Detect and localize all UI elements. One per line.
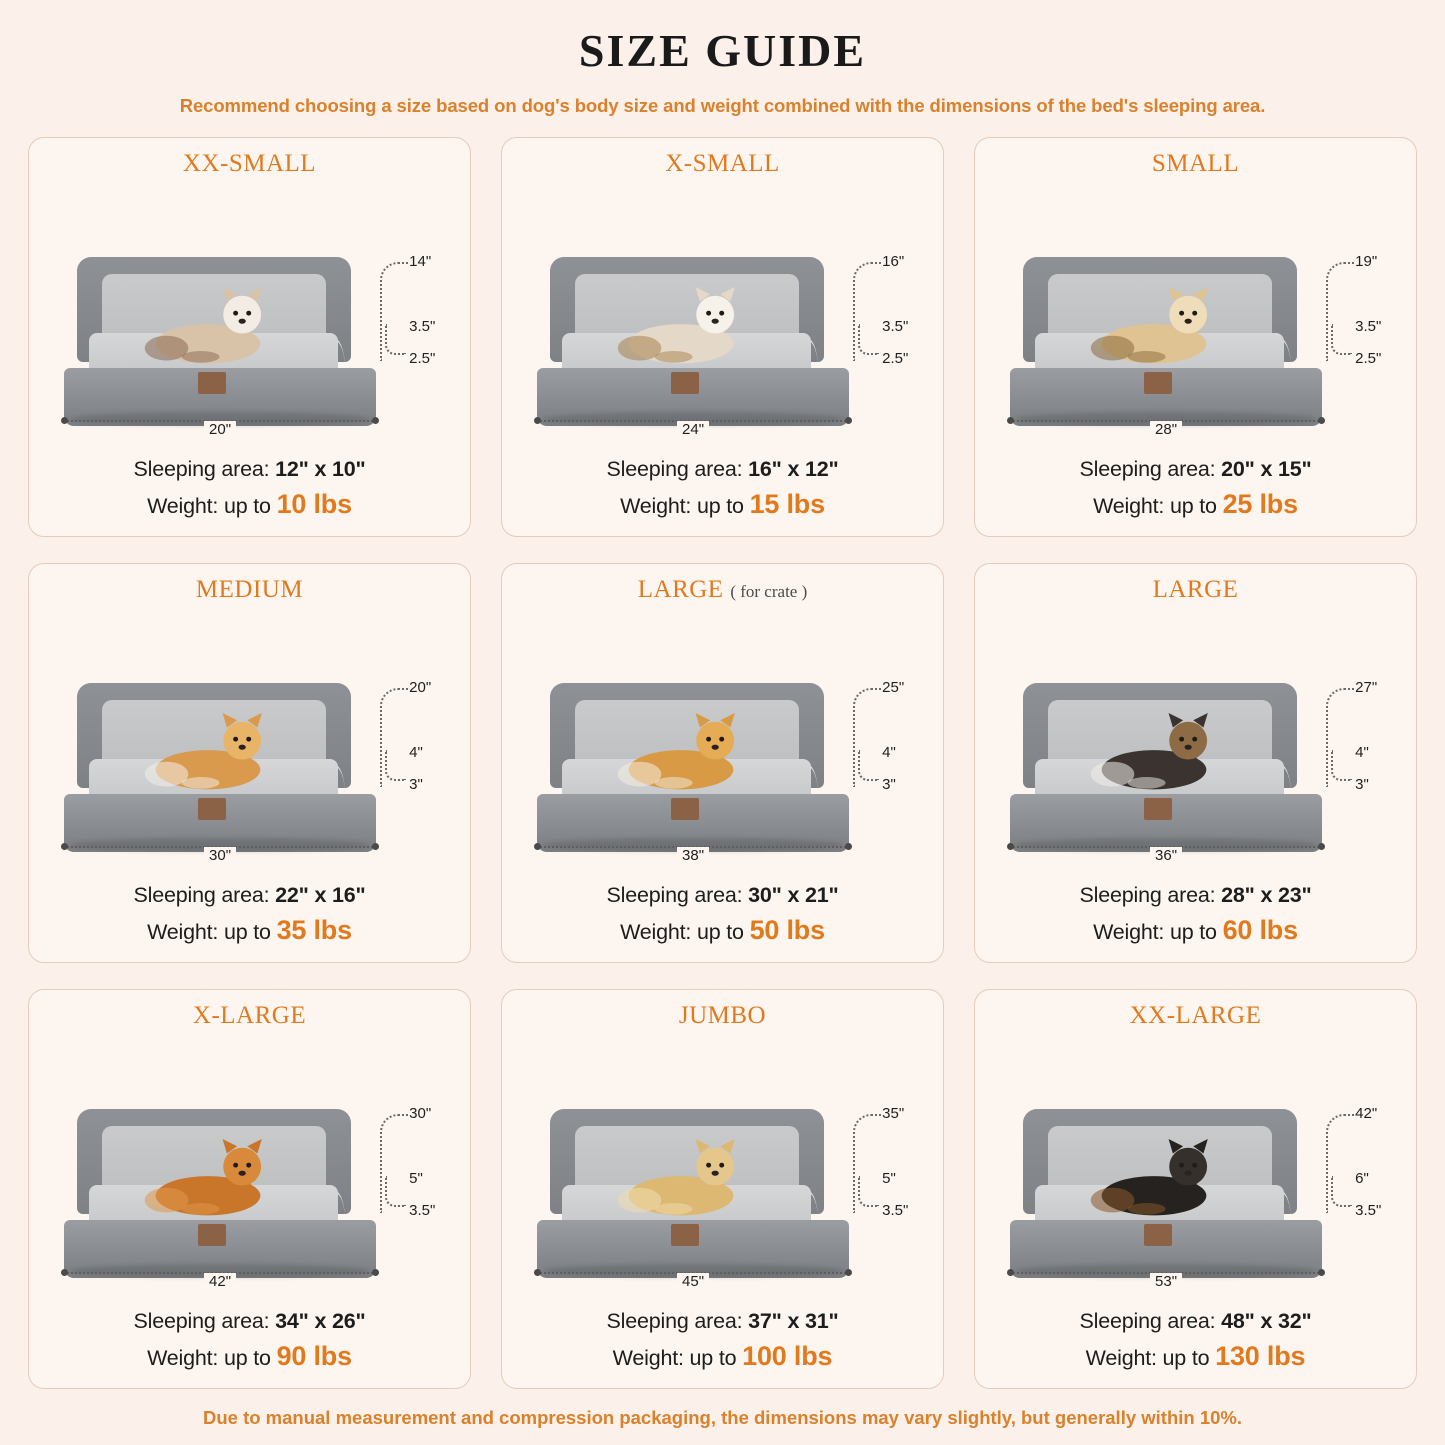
dimension-leader-line-2: [1331, 1176, 1352, 1207]
width-dimension-line: [1010, 1272, 1322, 1290]
size-name: JUMBO: [678, 1002, 767, 1029]
size-card: [974, 137, 1417, 537]
weight-line: [985, 485, 1406, 524]
size-name: MEDIUM: [195, 576, 304, 603]
bottom-height-dimension: 2.5": [1355, 349, 1382, 367]
width-dimension-line: [537, 1272, 849, 1290]
sleeping-area-label: Sleeping area:: [133, 1308, 270, 1333]
sleeping-area-line: [512, 454, 933, 485]
sleeping-area-value: 48" x 32": [1221, 1308, 1312, 1333]
width-dimension: 24": [677, 421, 709, 438]
weight-label: Weight: up to: [1093, 493, 1217, 518]
dimension-leader-line-2: [858, 324, 879, 355]
dimension-callouts: [376, 1103, 452, 1244]
size-card-title: [665, 150, 780, 178]
width-dimension-line: [537, 846, 849, 864]
size-illustration: [985, 1032, 1406, 1304]
width-dimension-line: [1010, 846, 1322, 864]
dog-bed-graphic: [1010, 257, 1322, 425]
bed-brand-tag: [671, 1224, 699, 1246]
size-card: [28, 563, 471, 963]
sleeping-area-line: [512, 880, 933, 911]
size-card: [28, 137, 471, 537]
bottom-height-dimension: 3.5": [409, 1201, 436, 1219]
size-specs: [985, 454, 1406, 524]
bed-brand-tag: [671, 798, 699, 820]
sleeping-area-value: 34" x 26": [275, 1308, 366, 1333]
sleeping-area-line: [512, 1306, 933, 1337]
sleeping-area-label: Sleeping area:: [1079, 1308, 1216, 1333]
width-dimension: 36": [1150, 847, 1182, 864]
width-dimension-line: [1010, 420, 1322, 438]
bottom-height-dimension: 3.5": [1355, 1201, 1382, 1219]
size-card: [974, 563, 1417, 963]
width-dimension: 42": [204, 1273, 236, 1290]
sleeping-area-line: [985, 880, 1406, 911]
size-illustration: [985, 606, 1406, 878]
weight-value: 90 lbs: [276, 1340, 352, 1371]
weight-label: Weight: up to: [147, 919, 271, 944]
sleeping-area-value: 16" x 12": [748, 456, 839, 481]
weight-value: 10 lbs: [276, 488, 352, 519]
page-title: SIZE GUIDE: [578, 25, 867, 76]
dog-bed-graphic: [537, 257, 849, 425]
top-height-dimension: 3.5": [1355, 318, 1382, 336]
weight-line: [512, 485, 933, 524]
pet-illustration-shih-tzu: [587, 287, 768, 372]
top-height-dimension: 5": [882, 1170, 896, 1188]
size-illustration: [39, 606, 460, 878]
bed-brand-tag: [1144, 1224, 1172, 1246]
dimension-leader-line-2: [1331, 324, 1352, 355]
dog-bed-graphic: [537, 1109, 849, 1277]
width-dimension: 45": [677, 1273, 709, 1290]
size-card-title: [183, 150, 316, 178]
weight-label: Weight: up to: [147, 493, 271, 518]
bed-brand-tag: [198, 1224, 226, 1246]
depth-dimension: 16": [882, 253, 905, 271]
bottom-height-dimension: 2.5": [882, 349, 909, 367]
size-specs: [985, 1306, 1406, 1376]
weight-label: Weight: up to: [1085, 1345, 1210, 1370]
sleeping-area-label: Sleeping area:: [133, 456, 270, 481]
size-illustration: [39, 1032, 460, 1304]
size-card: [974, 989, 1417, 1389]
weight-line: [512, 1337, 933, 1376]
sleeping-area-line: [39, 454, 460, 485]
width-dimension: 30": [204, 847, 236, 864]
weight-value: 15 lbs: [749, 488, 825, 519]
weight-value: 60 lbs: [1222, 914, 1298, 945]
pet-illustration-cat: [114, 287, 295, 372]
sleeping-area-value: 20" x 15": [1221, 456, 1312, 481]
dog-bed-graphic: [64, 1109, 376, 1277]
size-card-title: [1130, 1002, 1262, 1030]
dog-bed-graphic: [537, 683, 849, 851]
size-card-title: [193, 1002, 306, 1030]
weight-value: 130 lbs: [1215, 1340, 1306, 1371]
size-name: X-LARGE: [192, 1002, 307, 1029]
bottom-height-dimension: 3": [882, 775, 896, 793]
size-name: SMALL: [1151, 150, 1240, 177]
size-illustration: [985, 180, 1406, 452]
size-illustration: [512, 606, 933, 878]
sleeping-area-value: 37" x 31": [748, 1308, 839, 1333]
size-card-title: [196, 576, 303, 604]
weight-line: [985, 1337, 1406, 1376]
top-height-dimension: 3.5": [409, 318, 436, 336]
size-illustration: [512, 1032, 933, 1304]
footer-note: Due to manual measurement and compression packaging, the dimensions may vary slightly, but generally within 10%.: [202, 1407, 1243, 1428]
weight-line: [39, 485, 460, 524]
bottom-height-dimension: 2.5": [409, 349, 436, 367]
depth-dimension: 25": [882, 679, 905, 697]
width-dimension: 53": [1150, 1273, 1182, 1290]
dimension-leader-line-2: [385, 324, 406, 355]
dimension-callouts: [376, 251, 452, 392]
sleeping-area-label: Sleeping area:: [606, 1308, 743, 1333]
top-height-dimension: 4": [1355, 744, 1369, 762]
bed-brand-tag: [1144, 372, 1172, 394]
weight-line: [39, 1337, 460, 1376]
width-dimension-line: [64, 420, 376, 438]
width-dimension: 38": [677, 847, 709, 864]
size-name: LARGE: [1152, 576, 1239, 603]
weight-line: [985, 911, 1406, 950]
width-dimension-line: [537, 420, 849, 438]
size-card-title: [638, 576, 808, 604]
dimension-callouts: [849, 1103, 925, 1244]
dimension-callouts: [376, 677, 452, 818]
width-dimension-line: [64, 846, 376, 864]
width-dimension: 20": [204, 421, 236, 438]
dimension-callouts: [849, 251, 925, 392]
pet-illustration-rottweiler: [1060, 1139, 1241, 1224]
pet-illustration-labrador: [587, 1139, 768, 1224]
size-card-title: [679, 1002, 766, 1030]
sleeping-area-line: [985, 1306, 1406, 1337]
dimension-leader-line-2: [858, 750, 879, 781]
sleeping-area-label: Sleeping area:: [606, 882, 743, 907]
size-name: X-SMALL: [665, 150, 780, 177]
sleeping-area-label: Sleeping area:: [606, 456, 743, 481]
weight-label: Weight: up to: [1093, 919, 1217, 944]
top-height-dimension: 6": [1355, 1170, 1369, 1188]
sleeping-area-label: Sleeping area:: [1079, 456, 1216, 481]
dimension-callouts: [849, 677, 925, 818]
size-note: ( for crate ): [730, 582, 808, 601]
bottom-height-dimension: 3": [1355, 775, 1369, 793]
dog-bed-graphic: [64, 257, 376, 425]
bed-brand-tag: [198, 798, 226, 820]
dog-bed-graphic: [64, 683, 376, 851]
dimension-leader-line-2: [858, 1176, 879, 1207]
depth-dimension: 42": [1355, 1105, 1378, 1123]
dog-bed-graphic: [1010, 1109, 1322, 1277]
size-specs: [512, 454, 933, 524]
bed-brand-tag: [1144, 798, 1172, 820]
sleeping-area-line: [39, 880, 460, 911]
bed-brand-tag: [671, 372, 699, 394]
depth-dimension: 35": [882, 1105, 905, 1123]
weight-value: 50 lbs: [749, 914, 825, 945]
top-height-dimension: 4": [882, 744, 896, 762]
weight-value: 25 lbs: [1222, 488, 1298, 519]
depth-dimension: 20": [409, 679, 432, 697]
size-card: [28, 989, 471, 1389]
pet-illustration-corgi: [114, 713, 295, 798]
weight-label: Weight: up to: [620, 919, 744, 944]
sleeping-area-value: 22" x 16": [275, 882, 366, 907]
weight-value: 100 lbs: [742, 1340, 833, 1371]
size-card-title: [1153, 576, 1239, 604]
sleeping-area-label: Sleeping area:: [133, 882, 270, 907]
sleeping-area-value: 30" x 21": [748, 882, 839, 907]
top-height-dimension: 3.5": [882, 318, 909, 336]
depth-dimension: 14": [409, 253, 432, 271]
size-illustration: [512, 180, 933, 452]
size-card: [501, 563, 944, 963]
bed-brand-tag: [198, 372, 226, 394]
depth-dimension: 27": [1355, 679, 1378, 697]
size-card-grid: [28, 137, 1417, 1389]
size-specs: [39, 880, 460, 950]
weight-line: [512, 911, 933, 950]
sleeping-area-label: Sleeping area:: [1079, 882, 1216, 907]
pet-illustration-golden-retriever: [114, 1139, 295, 1224]
size-name: XX-LARGE: [1129, 1002, 1262, 1029]
size-card: [501, 989, 944, 1389]
size-specs: [985, 880, 1406, 950]
bottom-height-dimension: 3": [409, 775, 423, 793]
pet-illustration-shiba-inu: [587, 713, 768, 798]
dimension-leader-line-2: [1331, 750, 1352, 781]
dimension-leader-line-2: [385, 1176, 406, 1207]
sleeping-area-line: [39, 1306, 460, 1337]
dimension-callouts: [1322, 677, 1398, 818]
weight-label: Weight: up to: [620, 493, 744, 518]
dimension-callouts: [1322, 251, 1398, 392]
size-specs: [39, 1306, 460, 1376]
size-specs: [512, 880, 933, 950]
width-dimension: 28": [1150, 421, 1182, 438]
sleeping-area-value: 28" x 23": [1221, 882, 1312, 907]
weight-label: Weight: up to: [147, 1345, 271, 1370]
sleeping-area-line: [985, 454, 1406, 485]
size-specs: [512, 1306, 933, 1376]
width-dimension-line: [64, 1272, 376, 1290]
pet-illustration-border-collie: [1060, 713, 1241, 798]
size-name: XX-SMALL: [182, 150, 317, 177]
size-specs: [39, 454, 460, 524]
sleeping-area-value: 12" x 10": [275, 456, 366, 481]
pet-illustration-french-bulldog: [1060, 287, 1241, 372]
dimension-callouts: [1322, 1103, 1398, 1244]
size-name: LARGE: [637, 576, 724, 603]
depth-dimension: 19": [1355, 253, 1378, 271]
dimension-leader-line-2: [385, 750, 406, 781]
weight-value: 35 lbs: [276, 914, 352, 945]
depth-dimension: 30": [409, 1105, 432, 1123]
size-card: [501, 137, 944, 537]
dog-bed-graphic: [1010, 683, 1322, 851]
page-subtitle: Recommend choosing a size based on dog's body size and weight combined with the dimensions of the bed's sleeping area.: [179, 95, 1266, 116]
top-height-dimension: 4": [409, 744, 423, 762]
top-height-dimension: 5": [409, 1170, 423, 1188]
size-illustration: [39, 180, 460, 452]
weight-label: Weight: up to: [612, 1345, 737, 1370]
size-card-title: [1152, 150, 1239, 178]
bottom-height-dimension: 3.5": [882, 1201, 909, 1219]
weight-line: [39, 911, 460, 950]
